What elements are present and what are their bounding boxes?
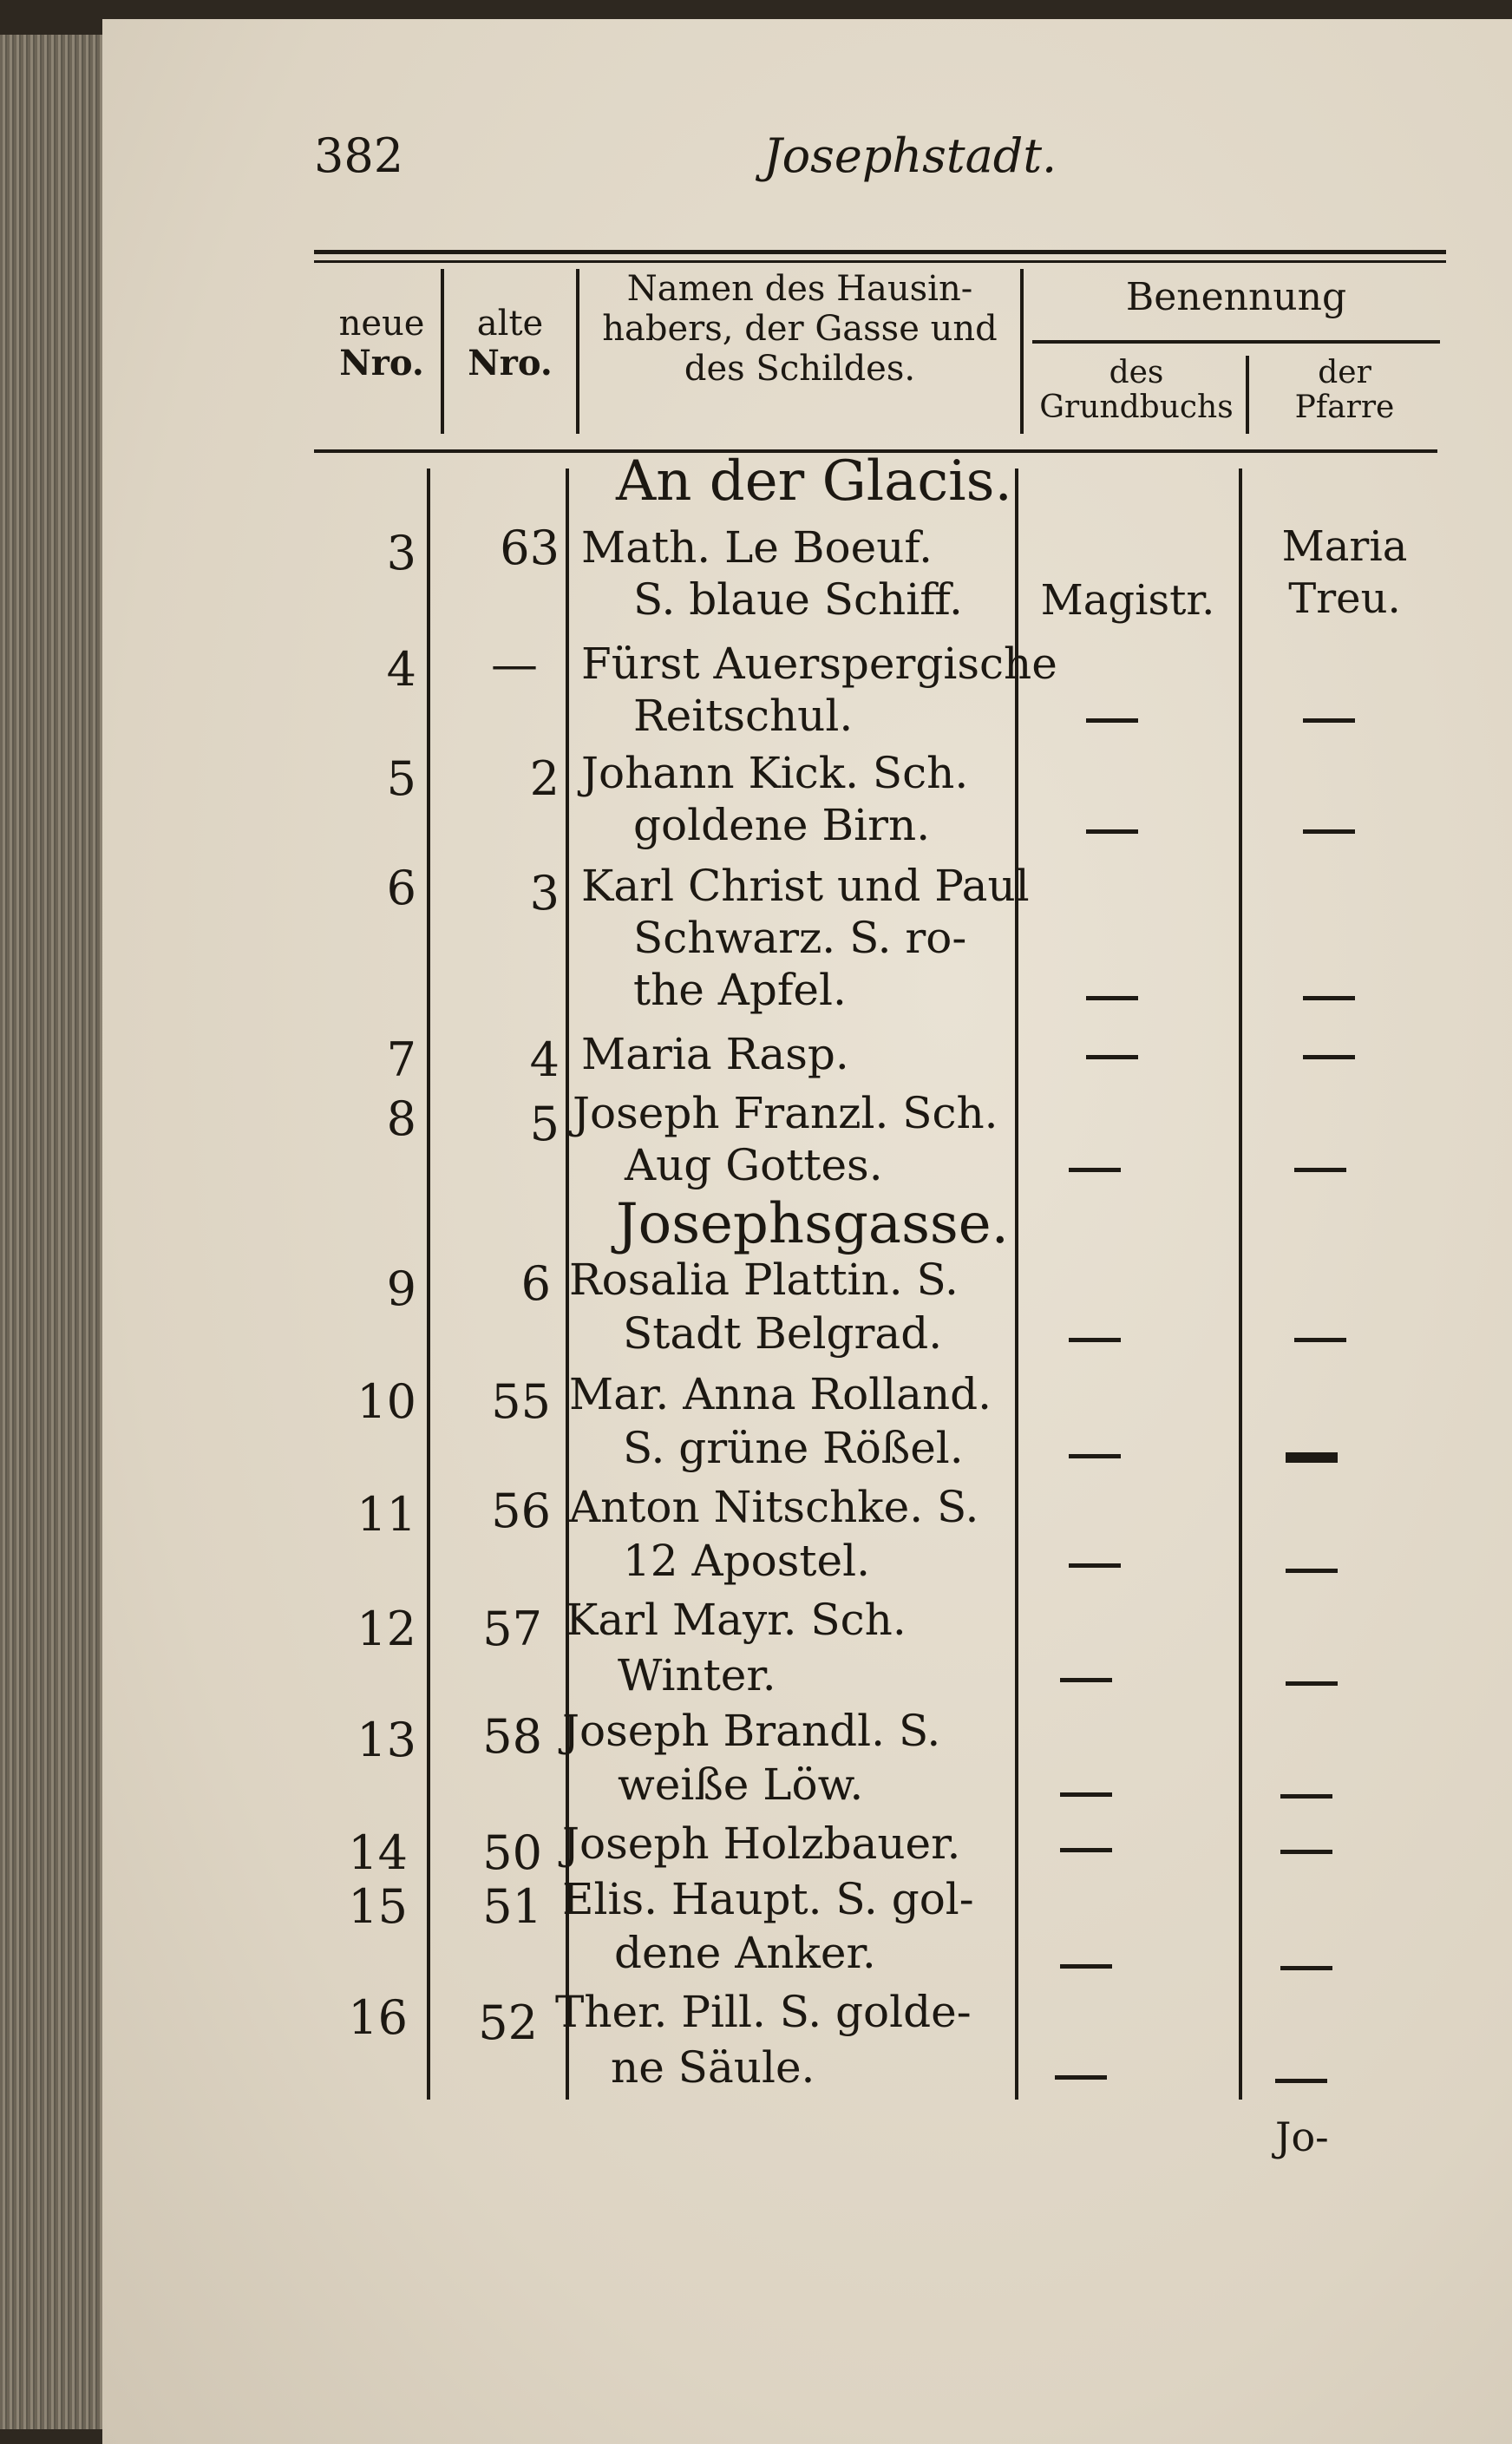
- row-name-line: Joseph Brandl. S.: [562, 1706, 941, 1756]
- row-neue-nro: 12: [357, 1602, 416, 1656]
- row-name-line: Elis. Haupt. S. gol-: [562, 1874, 974, 1924]
- ditto-dash: [1303, 996, 1355, 1000]
- header-namen-line-2: habers, der Gasse und: [602, 309, 998, 349]
- header-neue-nro: [330, 304, 434, 383]
- row-name-line: 12 Apostel.: [623, 1536, 870, 1586]
- row-name-line: Fürst Auerspergische: [581, 639, 1057, 689]
- row-name-line: Schwarz. S. ro-: [633, 913, 967, 963]
- row-name-line: Johann Kick. Sch.: [581, 748, 969, 798]
- top-rule: [314, 250, 1446, 254]
- header-neue-label: neue: [338, 304, 425, 344]
- row-name-line: Joseph Holzbauer.: [562, 1818, 961, 1869]
- ditto-dash: [1060, 1678, 1112, 1682]
- header-alte-nro-label: Nro.: [468, 343, 553, 383]
- row-name-line: Math. Le Boeuf.: [581, 522, 933, 573]
- ditto-dash: [1280, 1850, 1332, 1854]
- body-vline-neue: [427, 468, 430, 2100]
- body-vline-grundbuch: [1239, 468, 1242, 2100]
- row-name-line: Maria Rasp.: [581, 1029, 849, 1079]
- ditto-dash: [1286, 1569, 1338, 1573]
- row-neue-nro: 10: [357, 1374, 416, 1429]
- catchword: Jo-: [1275, 2113, 1329, 2160]
- row-neue-nro: 3: [386, 526, 416, 580]
- running-title: Josephstadt.: [763, 128, 1057, 183]
- ditto-dash: [1303, 718, 1355, 723]
- row-alte-nro: 56: [491, 1484, 551, 1538]
- ditto-dash: [1294, 1168, 1346, 1172]
- header-grundbuch-line-2: Grundbuchs: [1039, 390, 1234, 425]
- row-neue-nro: 16: [348, 1990, 408, 2045]
- row-name-line: dene Anker.: [614, 1928, 876, 1978]
- ditto-dash: [1286, 1681, 1338, 1686]
- header-pfarre-line-2: Pfarre: [1294, 390, 1395, 425]
- ditto-dash: [1086, 829, 1138, 834]
- row-name-line: Karl Mayr. Sch.: [566, 1595, 907, 1645]
- row-neue-nro: 8: [386, 1091, 416, 1146]
- row-neue-nro: 6: [386, 861, 416, 915]
- header-vline-1: [441, 269, 444, 434]
- row-alte-nro: 6: [520, 1256, 551, 1311]
- header-namen-line-1: Namen des Hausin-: [626, 269, 973, 309]
- ditto-dash: [1294, 1338, 1346, 1342]
- row-alte-nro: 52: [478, 1995, 538, 2050]
- ditto-dash: [1303, 829, 1355, 834]
- row-name-line: Ther. Pill. S. golde-: [555, 1987, 972, 2037]
- header-benennung: Benennung: [1125, 275, 1347, 319]
- ditto-dash: [1055, 2075, 1107, 2080]
- ditto-dash: [1280, 1966, 1332, 1970]
- top-rule-inner: [314, 260, 1446, 263]
- ditto-dash: [1060, 1848, 1112, 1852]
- ditto-dash: [1280, 1794, 1332, 1799]
- row-alte-nro: 50: [482, 1825, 542, 1880]
- header-vline-2: [576, 269, 579, 434]
- row-neue-nro: 14: [348, 1825, 408, 1880]
- row-alte-nro: 58: [482, 1709, 542, 1764]
- row-neue-nro: 5: [386, 751, 416, 806]
- row-neue-nro: 4: [386, 642, 416, 697]
- header-alte-label: alte: [476, 304, 544, 344]
- row-alte-nro: 57: [482, 1602, 542, 1656]
- header-pfarre-line-1: der: [1318, 355, 1371, 390]
- row-name-line: Winter.: [618, 1650, 776, 1700]
- ditto-dash: [1086, 718, 1138, 723]
- row-alte-nro: 51: [482, 1879, 542, 1934]
- row-neue-nro: 13: [357, 1713, 416, 1767]
- section-heading-josephsgasse: Josephsgasse.: [616, 1192, 1009, 1256]
- row-neue-nro: 11: [357, 1487, 416, 1542]
- row-name-line: S. blaue Schiff.: [633, 574, 963, 625]
- row-pfarre-line: Maria: [1281, 522, 1408, 571]
- row-alte-nro: 3: [529, 866, 560, 921]
- page-number: 382: [314, 128, 404, 183]
- row-name-line: Joseph Franzl. Sch.: [573, 1088, 998, 1138]
- row-neue-nro: 7: [386, 1032, 416, 1087]
- row-name-line: ne Säule.: [611, 2042, 815, 2093]
- ditto-dash: [1069, 1338, 1121, 1342]
- ditto-dash: [1086, 1055, 1138, 1059]
- header-pfarre: [1249, 356, 1440, 425]
- row-name-line: Rosalia Plattin. S.: [569, 1255, 959, 1305]
- row-neue-nro: 15: [348, 1879, 408, 1934]
- header-grundbuch-line-1: des: [1109, 355, 1164, 390]
- row-name-line: Reitschul.: [633, 691, 854, 741]
- row-name-line: goldene Birn.: [633, 800, 931, 850]
- row-pfarre-line: Treu.: [1288, 574, 1401, 623]
- header-namen: [583, 269, 1017, 389]
- row-alte-nro: 63: [500, 521, 560, 575]
- header-vline-3: [1020, 269, 1024, 434]
- row-alte-nro: 55: [491, 1374, 551, 1429]
- ditto-dash: [1069, 1168, 1121, 1172]
- row-grundbuch: Magistr.: [1040, 576, 1215, 625]
- header-namen-line-3: des Schildes.: [684, 349, 916, 389]
- section-heading-glacis: An der Glacis.: [616, 449, 1012, 514]
- benennung-rule: [1032, 340, 1440, 344]
- row-name-line: Aug Gottes.: [625, 1140, 883, 1190]
- body-vline-namen: [1015, 468, 1018, 2100]
- header-alte-nro: [449, 304, 571, 383]
- row-name-line: Stadt Belgrad.: [623, 1308, 943, 1359]
- row-alte-nro: 5: [529, 1097, 560, 1151]
- row-name-line: Anton Nitschke. S.: [569, 1482, 979, 1532]
- header-vline-4: [1246, 356, 1249, 434]
- ditto-dash: [1086, 996, 1138, 1000]
- ditto-dash: [1060, 1964, 1112, 1969]
- row-name-line: S. grüne Rößel.: [623, 1423, 964, 1473]
- header-grundbuch: [1032, 356, 1240, 425]
- header-neue-nro-label: Nro.: [339, 343, 424, 383]
- ditto-dash: [1060, 1792, 1112, 1797]
- row-name-line: weiße Löw.: [618, 1759, 864, 1810]
- row-name-line: Mar. Anna Rolland.: [569, 1369, 992, 1419]
- row-neue-nro: 9: [386, 1261, 416, 1316]
- row-alte-nro: —: [491, 637, 538, 691]
- row-alte-nro: 4: [529, 1032, 560, 1087]
- row-name-line: Karl Christ und Paul: [581, 861, 1030, 911]
- ditto-dash: [1275, 2079, 1327, 2083]
- ditto-dash: [1303, 1055, 1355, 1059]
- ditto-dash: [1069, 1454, 1121, 1458]
- row-alte-nro: 2: [529, 751, 560, 806]
- ditto-dash: [1069, 1563, 1121, 1568]
- row-name-line: the Apfel.: [633, 965, 847, 1015]
- ditto-dash: [1286, 1452, 1338, 1463]
